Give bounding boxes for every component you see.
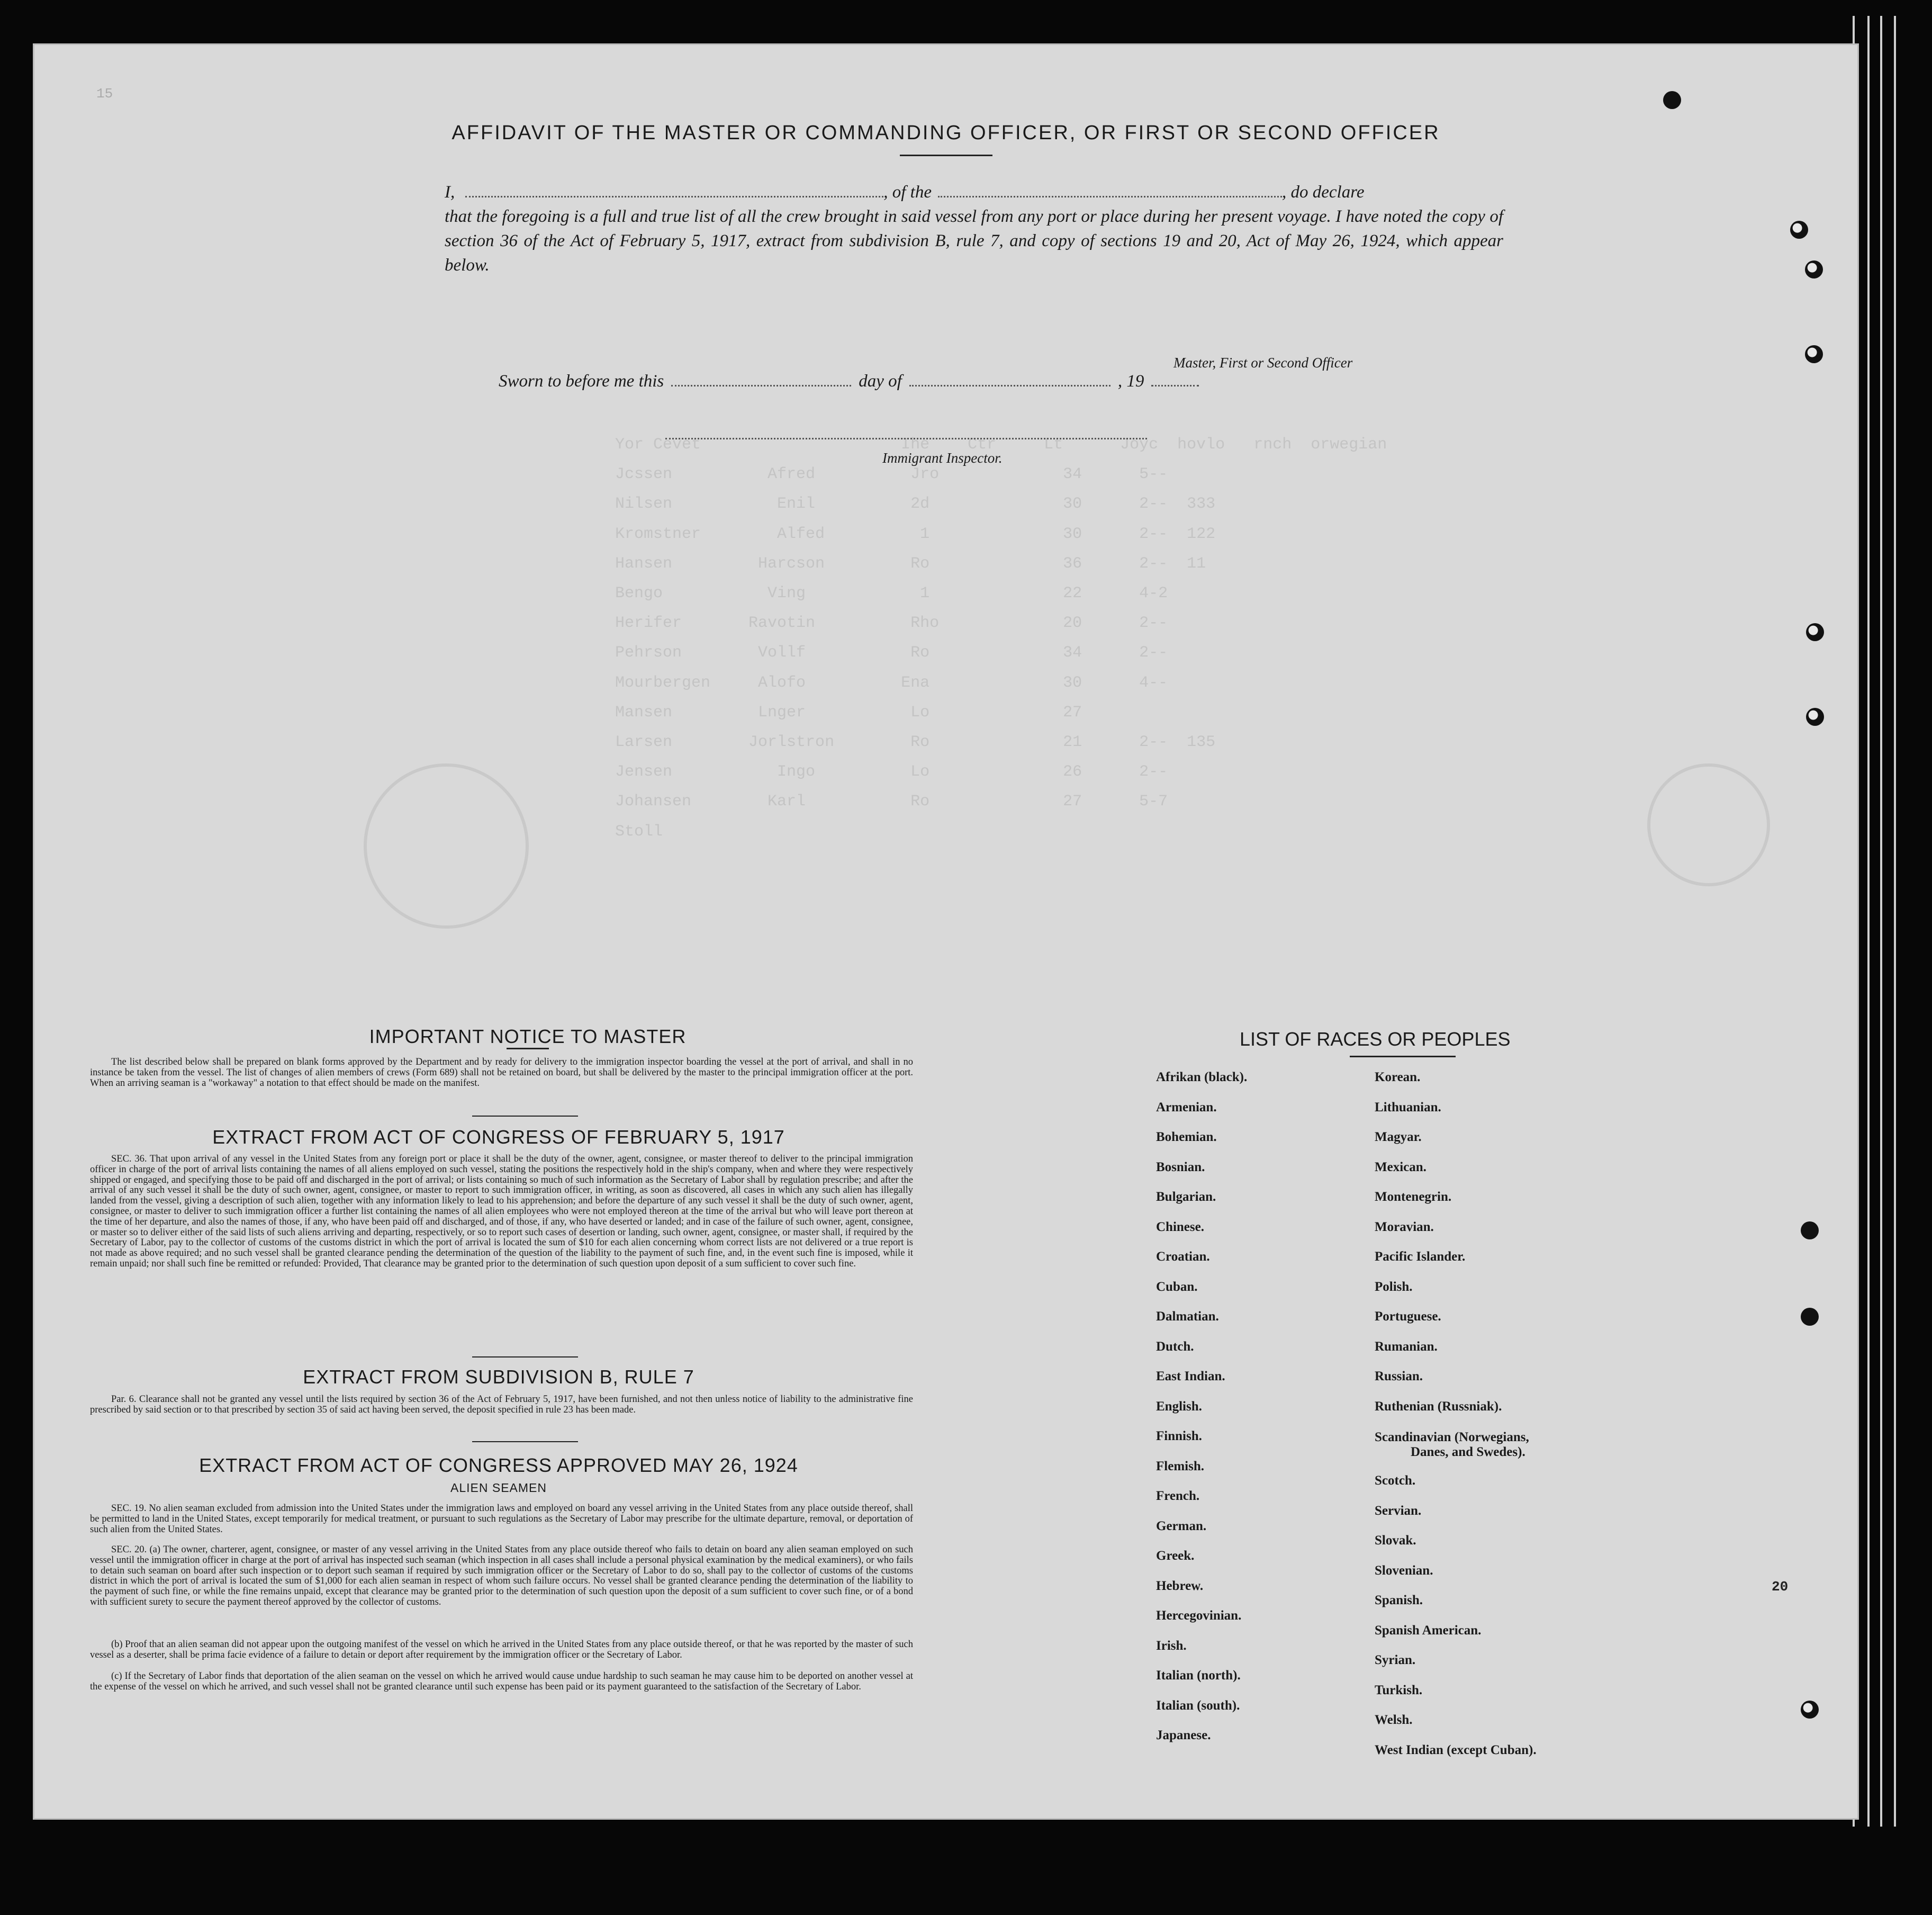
race-item: Finnish. <box>1156 1429 1202 1443</box>
race-item: Flemish. <box>1156 1459 1204 1473</box>
ghost-seal-right <box>1647 763 1770 886</box>
race-item-line: Scandinavian (Norwegians, <box>1375 1430 1529 1444</box>
race-item: Dutch. <box>1156 1339 1194 1354</box>
race-item: Irish. <box>1156 1638 1187 1653</box>
race-item: Hebrew. <box>1156 1578 1204 1593</box>
sworn-line <box>499 372 1199 391</box>
race-item: Magyar. <box>1375 1130 1422 1144</box>
race-item: Spanish. <box>1375 1593 1423 1607</box>
race-item: Chinese. <box>1156 1219 1204 1234</box>
sec20c-text: (c) If the Secretary of Labor finds that deportation of the alien seaman on the vessel on which he arrived would cause undue hardship to such seaman he may cause him to be deported on another vessel at the expense of the vessel on which he arrived, and such vessel shall not be granted clearance until such expense has been paid or its payment guaranteed to the satisfaction of the Secretary of Labor. <box>90 1671 913 1692</box>
race-item: Mexican. <box>1375 1159 1427 1174</box>
page-number: 15 <box>96 86 113 102</box>
races-title: LIST OF RACES OR PEOPLES <box>1240 1028 1511 1050</box>
race-item: Lithuanian. <box>1375 1100 1441 1114</box>
race-item: Cuban. <box>1156 1279 1198 1294</box>
race-item: Turkish. <box>1375 1683 1423 1697</box>
race-item: Montenegrin. <box>1375 1190 1452 1204</box>
race-item: Slovak. <box>1375 1533 1416 1548</box>
punch-hole <box>1663 91 1681 109</box>
race-item: French. <box>1156 1489 1200 1503</box>
divider <box>472 1441 578 1442</box>
race-item: Russian. <box>1375 1369 1423 1383</box>
race-item: German. <box>1156 1518 1207 1533</box>
affidavit-declaration <box>445 180 1503 277</box>
rule7-title: EXTRACT FROM SUBDIVISION B, RULE 7 <box>303 1366 694 1388</box>
divider <box>472 1356 578 1357</box>
race-item: Armenian. <box>1156 1100 1217 1114</box>
extract-1917-title: EXTRACT FROM ACT OF CONGRESS OF FEBRUARY 5, 1917 <box>212 1126 785 1148</box>
year-blank[interactable] <box>1151 384 1199 386</box>
race-item: Greek. <box>1156 1549 1195 1563</box>
race-item: Welsh. <box>1375 1713 1413 1727</box>
month-blank[interactable] <box>909 384 1111 386</box>
sworn-label: Sworn to before me this <box>499 372 664 391</box>
punch-hole <box>1801 1701 1819 1719</box>
race-item-scandinavian <box>1375 1422 1537 1466</box>
sec19-text: SEC. 19. No alien seaman excluded from admission into the United States under the immigration laws and employed on board any vessel arriving in the United States from any place outside thereof, shall be permitted to land in the United States, except temporarily for medical treatment, or pursuant to such regulations as the Secretary of Labor may prescribe for the ultimate departure, removal, or deportation of such alien from the United States. <box>90 1503 913 1535</box>
race-item: Bosnian. <box>1156 1159 1205 1174</box>
notice-rule <box>507 1048 549 1049</box>
race-item: Bohemian. <box>1156 1130 1217 1144</box>
divider <box>472 1116 578 1117</box>
notice-title: IMPORTANT NOTICE TO MASTER <box>369 1026 687 1047</box>
race-item: Spanish American. <box>1375 1623 1482 1638</box>
affidavit-title: AFFIDAVIT OF THE MASTER OR COMMANDING OFFICER, OR FIRST OR SECOND OFFICER <box>452 122 1440 144</box>
binder-edge <box>1853 16 1911 1827</box>
extract-1917-text: SEC. 36. That upon arrival of any vessel in the United States from any foreign port or place it shall be the duty of the owner, agent, consignee, or master thereof to deliver to the principal immigration officer in charge of the port of arrival lists containing the names of all aliens employed on such vessel, stating the positions the respectively hold in the ship's company, when and where they were respectively shipped or engaged, and specifying those to be paid off and discharged in the port of arrival; or lists containing so much of such information as the Secretary of Labor shall by regulation prescribe; and after the arrival of any such vessel it shall be the duty of such owner, agent, consignee, or master to report to such immigration officer, in writing, as soon as discovered, all cases in which any such alien has illegally landed from the vessel, giving a description of such alien, together with any information likely to lead to his apprehension; and before the departure of any such vessel it shall be the duty of such owner, agent, consignee, or master to deliver to such immigration officer a further list containing the names of all alien employees who were not employed thereon at the time of the arrival but who will leave port thereon at the time of her departure, and also the names of those, if any, who have been paid off and discharged, and of those, if any, who have deserted or landed; and in case of the failure of such owner, agent, consignee, or master so to deliver either of the said lists of such aliens arriving and departing, respectively, or so to report such cases of desertion or landing, such owner, agent, consignee, or master shall, if required by the Secretary of Labor, pay to the collector of customs of the customs district in which the port of arrival is located the sum of $10 for each alien concerning whom correct lists are not delivered or a true report is not made as above required; and no such vessel shall be granted clearance pending the determination of the question of the liability to the payment of such fine, and, in the event such fine is imposed, while it remain unpaid; nor shall such fine be remitted or refunded: Provided, That clearance may be granted prior to the determination of such question upon deposit of a sum sufficient to cover such fine. <box>90 1154 913 1269</box>
bleed-through-text: Yor Cevet Ihe Ctr Lt Joyc hovlo rnch orwegian Jcssen Afred Jro 34 5-- Nilsen Enil 2d 30 2-- 333 Kromstner Alfed 1 30 2-- 122 Hansen Harcson Ro 36 2-- 11 Bengo Ving 1 22 4-2 Herifer Ravotin Rho 20 2-- Pehrson Vollf Ro 34 2-- Mourbergen Alofo Ena 30 4-- Mansen Lnger Lo 27 Larsen Jorlstron Ro 21 2-- 135 Jensen Ingo Lo 26 2-- Johansen Karl Ro 27 5-7 Stoll <box>615 436 1387 841</box>
race-item: Rumanian. <box>1375 1339 1438 1354</box>
extract-1924-title: EXTRACT FROM ACT OF CONGRESS APPROVED MAY 26, 1924 <box>199 1454 798 1476</box>
rule7-text: Par. 6. Clearance shall not be granted any vessel until the lists required by section 36 of the Act of February 5, 1917, have been furnished, and not then unless notice of liability to the administrative fine prescribed by said section or to that prescribed by section 35 of said act having been served, the deposit specified in rule 23 has been made. <box>90 1394 913 1415</box>
race-item: Polish. <box>1375 1279 1413 1294</box>
race-item: Afrikan (black). <box>1156 1070 1248 1084</box>
race-item-line: Danes, and Swedes). <box>1411 1445 1525 1459</box>
race-item: Japanese. <box>1156 1728 1211 1742</box>
race-item: Slovenian. <box>1375 1563 1433 1578</box>
affidavit-body: that the foregoing is a full and true list of all the crew brought in said vessel from any port or place during her present voyage. I have noted the copy of section 36 of the Act of February 5, 1917, extract from subdivision B, rule 7, and copy of sections 19 and 20, Act of May 26, 1924, which appear below. <box>445 207 1503 275</box>
signature-caption: Master, First or Second Officer <box>1173 355 1353 371</box>
race-item: Croatian. <box>1156 1249 1210 1264</box>
race-item: Pacific Islander. <box>1375 1249 1466 1264</box>
race-item: English. <box>1156 1399 1202 1414</box>
sec20b-text: (b) Proof that an alien seaman did not appear upon the outgoing manifest of the vessel on which he arrived in the United States from any place outside thereof, or that he was reported by the master of such vessel as a deserter, shall be prima facie evidence of a failure to detain or deport after requirement by the immigration officer or the Secretary of Labor. <box>90 1639 913 1660</box>
punch-hole <box>1790 221 1808 239</box>
race-item: Portuguese. <box>1375 1309 1441 1324</box>
races-column-1 <box>1156 1063 1247 1751</box>
inspector-signature-line[interactable] <box>665 438 1147 439</box>
punch-hole <box>1806 708 1824 726</box>
day-of-label: day of <box>859 372 902 391</box>
race-item: Ruthenian (Russniak). <box>1375 1399 1502 1414</box>
title-rule <box>900 155 992 156</box>
punch-hole <box>1805 260 1823 278</box>
i-label: I, <box>445 183 455 202</box>
races-column-2 <box>1375 1063 1537 1765</box>
vessel-blank[interactable] <box>938 195 1282 197</box>
name-blank[interactable] <box>465 195 883 197</box>
race-item: Moravian. <box>1375 1219 1434 1234</box>
ghost-seal <box>364 763 529 929</box>
race-item: Bulgarian. <box>1156 1190 1216 1204</box>
margin-note: 20 <box>1772 1579 1789 1595</box>
do-declare-label: , do declare <box>1281 183 1365 202</box>
race-item: East Indian. <box>1156 1369 1225 1383</box>
race-item: Italian (south). <box>1156 1698 1240 1713</box>
race-item: Servian. <box>1375 1503 1422 1518</box>
race-item: Korean. <box>1375 1070 1421 1084</box>
race-item: Scotch. <box>1375 1473 1416 1488</box>
inspector-caption: Immigrant Inspector. <box>882 450 1003 466</box>
of-the-label: , of the <box>883 183 932 202</box>
race-item: Italian (north). <box>1156 1668 1241 1683</box>
document-page <box>33 43 1859 1820</box>
punch-hole <box>1805 345 1823 363</box>
races-rule <box>1350 1056 1456 1057</box>
race-item: Hercegovinian. <box>1156 1608 1242 1623</box>
notice-text: The list described below shall be prepared on blank forms approved by the Department and by ready for delivery to the immigration inspector boarding the vessel at the port of arrival, and shall in no instance be taken from the vessel. The list of changes of alien members of crews (Form 689) shall not be retained on board, but shall be delivered by the master to the principal immigration officer at the port. When an arriving seaman is a "workaway" a notation to that effect should be made on the manifest. <box>90 1057 913 1089</box>
race-item: West Indian (except Cuban). <box>1375 1742 1537 1757</box>
race-item: Dalmatian. <box>1156 1309 1219 1324</box>
race-item: Syrian. <box>1375 1653 1416 1667</box>
punch-hole <box>1801 1221 1819 1239</box>
sec20a-text: SEC. 20. (a) The owner, charterer, agent, consignee, or master of any vessel arriving in the United States from any place outside thereof who fails to detain on board any alien seaman employed on such vessel until the immigration officer in charge at the port of arrival has inspected such seaman (which inspection in all cases shall include a personal physical examination by the medical examiners), or who fails to detain such seaman on board after such inspection or to deport such seaman if required by such immigration officer or the Secretary of Labor to do so, shall pay to the collector of customs of the customs district in which the port of arrival is located the sum of $1,000 for each alien seaman in respect of whom such failure occurs. No vessel shall be granted clearance pending the determination of the liability to the payment of such fine, or while the fine remains unpaid, except that clearance may be granted prior to the determination of such question upon the deposit of a sum sufficient to cover such fine, or of a bond with sufficient surety to secure the payment thereof approved by the collector of customs. <box>90 1544 913 1607</box>
punch-hole <box>1801 1308 1819 1326</box>
year-label: , 19 <box>1117 372 1144 391</box>
alien-seamen-subtitle: ALIEN SEAMEN <box>450 1481 547 1495</box>
punch-hole <box>1806 623 1824 641</box>
day-blank[interactable] <box>671 384 851 386</box>
